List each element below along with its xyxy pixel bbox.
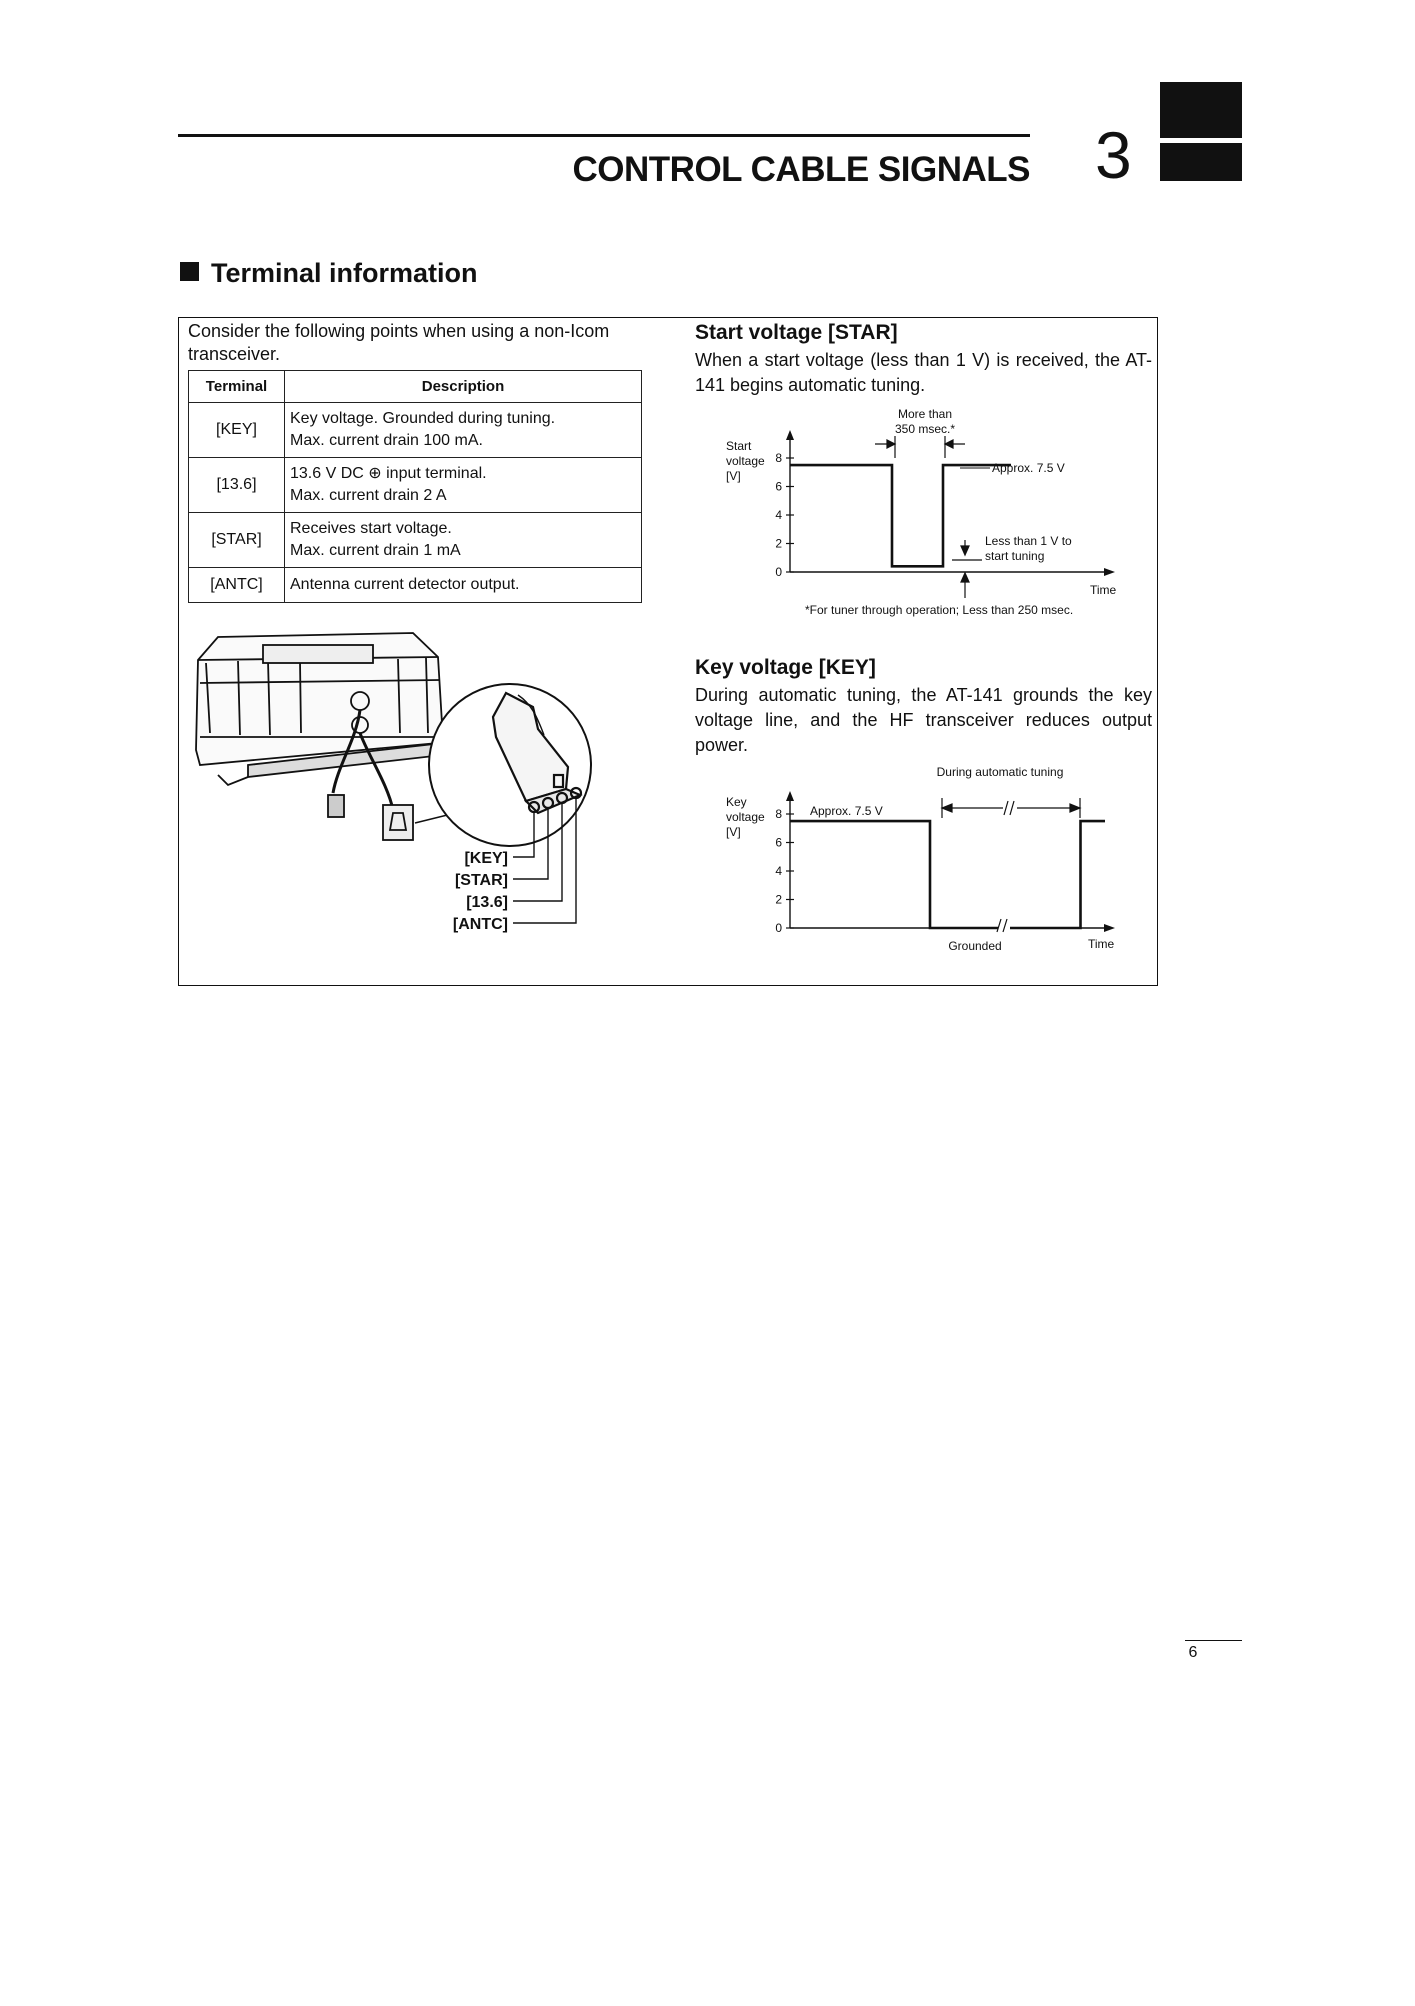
low-level-note: Less than 1 V to — [985, 534, 1072, 548]
tuner-connector-illustration — [188, 625, 648, 955]
interval-marker — [942, 798, 1080, 818]
description-cell — [285, 458, 642, 513]
y-tick-label: 6 — [775, 835, 782, 850]
y-axis-label-line: [V] — [726, 825, 741, 839]
start-voltage-text: When a start voltage (less than 1 V) is received, the AT-141 begins automatic tuning. — [695, 350, 1152, 395]
key-voltage-series-line — [790, 821, 1105, 928]
section-title: Terminal information — [211, 258, 478, 288]
key-voltage-heading: Key voltage [KEY] — [695, 656, 876, 679]
pulse-width-note: 350 msec.* — [894, 422, 956, 436]
x-axis-label: Time — [1088, 937, 1115, 951]
start-voltage-chart — [690, 400, 1150, 625]
description-cell — [285, 513, 642, 568]
table-row — [189, 458, 642, 513]
grounded-note: Grounded — [948, 939, 1002, 953]
section-heading — [180, 258, 478, 289]
table-row — [189, 403, 642, 458]
intro-text: Consider the following points when using a non-Icom transceiver. — [188, 321, 610, 364]
y-axis-label-line: Key — [726, 795, 747, 809]
description-line: Receives start voltage. — [290, 520, 452, 537]
chapter-tab-lower — [1160, 143, 1242, 181]
chapter-tab-upper — [1160, 82, 1242, 138]
start-voltage-series-line — [790, 465, 1011, 566]
tuner-unit-drawing — [196, 633, 443, 840]
axis-break-icon — [997, 918, 1010, 932]
y-axis-ticks — [775, 451, 794, 579]
chapter-number: 3 — [1095, 118, 1132, 192]
page-number: 6 — [1188, 1644, 1198, 1661]
key-voltage-chart — [690, 760, 1150, 960]
pin-label-key: [KEY] — [464, 850, 508, 867]
y-axis-ticks — [775, 807, 794, 935]
terminal-cell: [KEY] — [189, 403, 285, 458]
square-bullet-icon — [180, 262, 199, 281]
description-line: Max. current drain 1 mA — [290, 542, 461, 559]
column-header-terminal: Terminal — [189, 371, 285, 403]
level-note: Approx. 7.5 V — [810, 804, 883, 818]
chapter-title: CONTROL CABLE SIGNALS — [572, 150, 1030, 189]
table-header-row — [189, 371, 642, 403]
description-line: 13.6 V DC ⊕ input terminal. — [290, 465, 487, 482]
description-line: Max. current drain 2 A — [290, 487, 447, 504]
header-rule — [178, 134, 1030, 137]
key-voltage-text: During automatic tuning, the AT-141 grounds the key voltage line, and the HF transceiver reduces output power. — [695, 685, 1152, 755]
description-cell — [285, 403, 642, 458]
terminal-table — [188, 370, 642, 603]
footnote: *For tuner through operation; Less than 250 msec. — [805, 603, 1074, 617]
low-level-marker — [952, 540, 982, 598]
terminal-cell: [STAR] — [189, 513, 285, 568]
level-note: Approx. 7.5 V — [992, 461, 1065, 475]
x-axis-arrow-icon — [1104, 568, 1115, 576]
description-cell: Antenna current detector output. — [285, 568, 642, 603]
low-level-note: start tuning — [985, 549, 1045, 563]
start-voltage-heading: Start voltage [STAR] — [695, 321, 898, 344]
pin-label-13-6: [13.6] — [466, 894, 508, 911]
pin-label-antc: [ANTC] — [452, 916, 508, 933]
x-axis-label: Time — [1090, 583, 1117, 597]
y-axis-arrow-icon — [786, 791, 794, 801]
y-tick-label: 2 — [775, 536, 782, 551]
y-axis-label-line: Start — [726, 439, 752, 453]
pulse-width-note: More than — [897, 407, 953, 421]
y-tick-label: 4 — [775, 864, 782, 878]
y-tick-label: 8 — [775, 807, 782, 821]
column-header-description: Description — [285, 371, 642, 403]
description-line: Key voltage. Grounded during tuning. — [290, 410, 556, 427]
footer-rule — [1185, 1640, 1242, 1641]
x-axis-arrow-icon — [1104, 924, 1115, 932]
interval-note: During automatic tuning — [936, 765, 1064, 779]
y-tick-label: 4 — [775, 508, 782, 522]
description-line: Max. current drain 100 mA. — [290, 432, 483, 449]
table-row — [189, 568, 642, 603]
pulse-width-marker — [875, 436, 965, 458]
y-tick-label: 2 — [775, 892, 782, 907]
terminal-cell: [ANTC] — [189, 568, 285, 603]
y-axis-label-line: voltage — [726, 810, 765, 824]
y-axis-label-line: [V] — [726, 469, 741, 483]
pin-label-star: [STAR] — [454, 872, 508, 889]
table-row — [189, 513, 642, 568]
y-tick-label: 0 — [775, 921, 782, 935]
y-tick-label: 6 — [775, 479, 782, 494]
y-tick-label: 0 — [775, 565, 782, 579]
y-axis-label-line: voltage — [726, 454, 765, 468]
y-axis-arrow-icon — [786, 430, 794, 440]
y-tick-label: 8 — [775, 451, 782, 465]
terminal-cell: [13.6] — [189, 458, 285, 513]
